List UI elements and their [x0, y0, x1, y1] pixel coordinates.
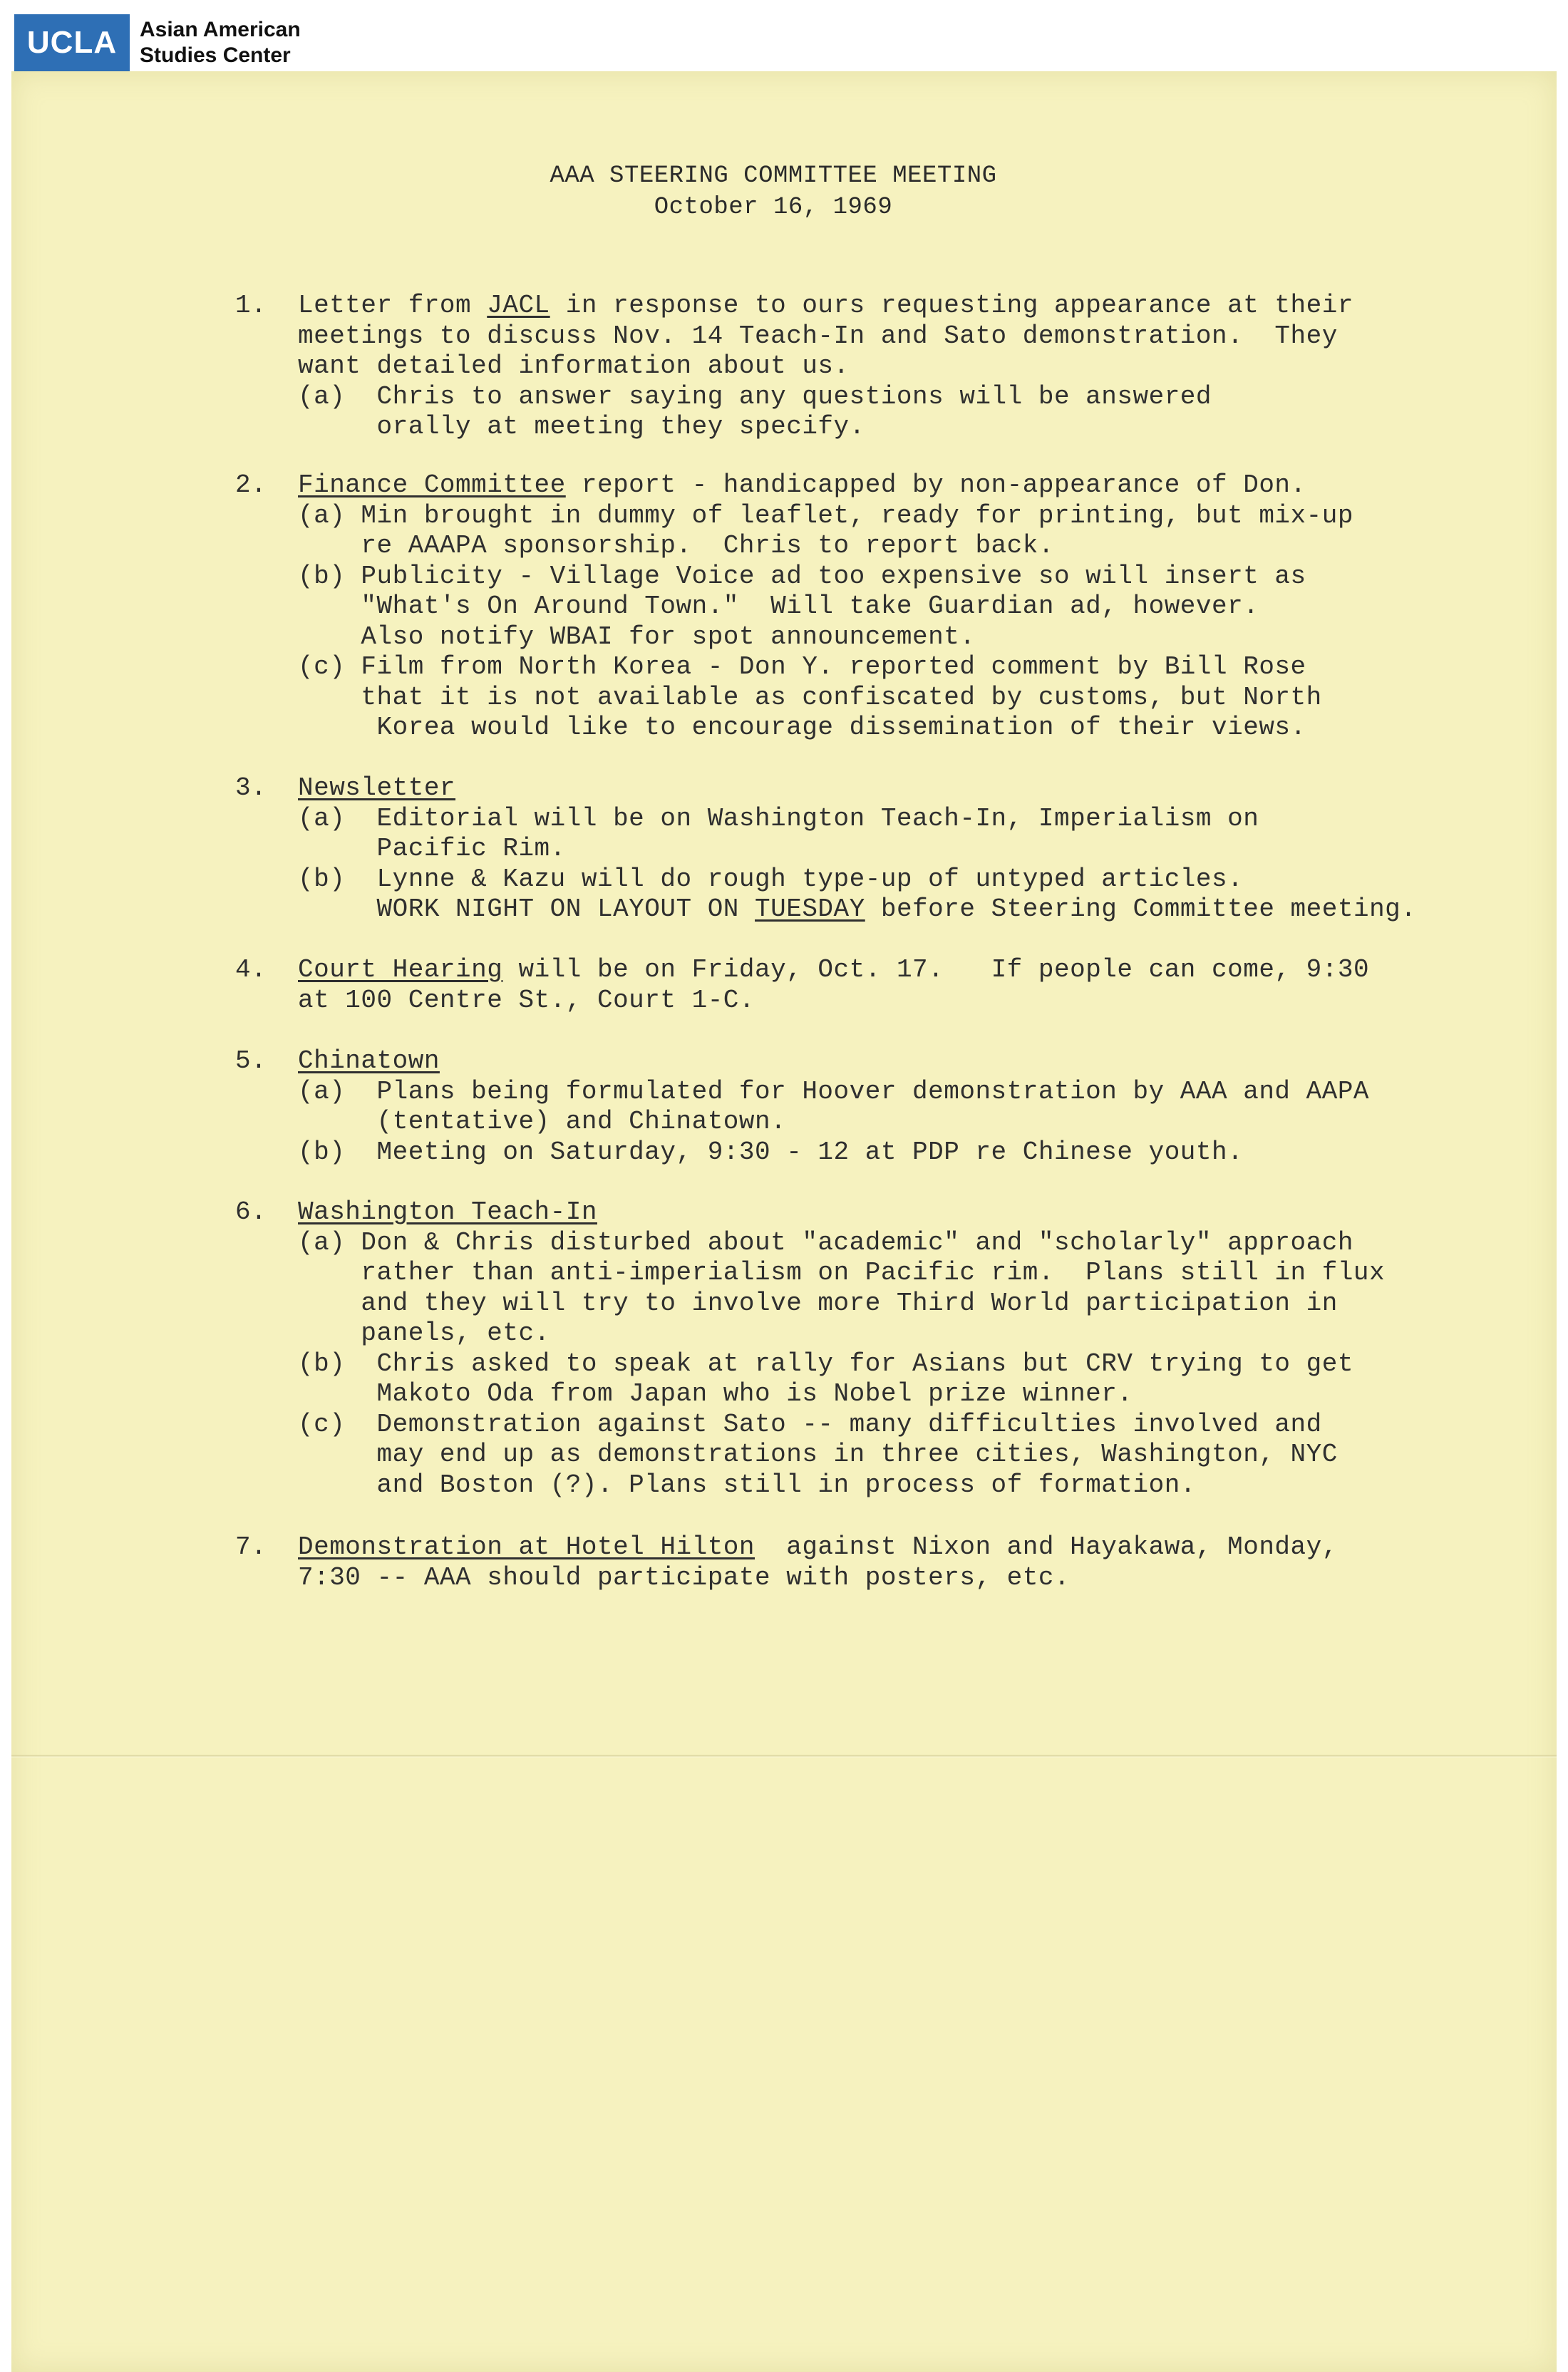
item-number: 3.	[235, 773, 267, 803]
item-line: and they will try to involve more Third World participation in	[298, 1288, 1338, 1318]
center-name-line2: Studies Center	[140, 43, 291, 67]
item-line: Pacific Rim.	[298, 834, 566, 863]
item-line: orally at meeting they specify.	[298, 412, 865, 441]
center-name-line1: Asian American	[140, 18, 301, 41]
item-number: 6.	[235, 1197, 267, 1227]
item-line: want detailed information about us.	[298, 351, 850, 381]
item-line: (c) Demonstration against Sato -- many difficulties involved and	[298, 1409, 1322, 1439]
item-line: re AAAPA sponsorship. Chris to report back.	[298, 531, 1054, 560]
item-line: (a) Editorial will be on Washington Teach-In, Imperialism on	[298, 803, 1259, 833]
item-line: (tentative) and Chinatown.	[298, 1107, 787, 1136]
item-line: "What's On Around Town." Will take Guardian ad, however.	[298, 592, 1259, 621]
item-line: (a) Plans being formulated for Hoover demonstration by AAA and AAPA	[298, 1076, 1370, 1106]
item-line: Demonstration at Hotel Hilton against Nixon and Hayakawa, Monday,	[298, 1532, 1338, 1562]
item-line: (a) Don & Chris disturbed about "academic" and "scholarly" approach	[298, 1227, 1353, 1257]
item-number: 5.	[235, 1046, 267, 1076]
item-line: (a) Min brought in dummy of leaflet, ready for printing, but mix-up	[298, 500, 1353, 530]
item-line: at 100 Centre St., Court 1-C.	[298, 985, 755, 1015]
item-line: meetings to discuss Nov. 14 Teach-In and Sato demonstration. They	[298, 321, 1338, 351]
document-title: AAA STEERING COMMITTEE MEETING	[550, 163, 997, 190]
item-line: (a) Chris to answer saying any questions will be answered	[298, 381, 1212, 411]
item-line: Also notify WBAI for spot announcement.	[298, 622, 976, 651]
item-line: Newsletter	[298, 773, 456, 803]
item-line: that it is not available as confiscated by customs, but North	[298, 682, 1322, 712]
item-line: (b) Chris asked to speak at rally for Asians but CRV trying to get	[298, 1349, 1353, 1378]
item-line: Washington Teach-In	[298, 1197, 597, 1227]
document-date: October 16, 1969	[654, 194, 893, 221]
item-line: Finance Committee report - handicapped by non-appearance of Don.	[298, 470, 1306, 500]
item-number: 1.	[235, 291, 267, 320]
item-line: and Boston (?). Plans still in process of formation.	[298, 1470, 1196, 1500]
item-line: Makoto Oda from Japan who is Nobel prize winner.	[298, 1379, 1133, 1408]
item-line: Chinatown	[298, 1046, 440, 1076]
item-line: Letter from JACL in response to ours requesting appearance at their	[298, 291, 1353, 320]
item-line: rather than anti-imperialism on Pacific rim. Plans still in flux	[298, 1258, 1386, 1287]
item-number: 7.	[235, 1532, 267, 1562]
item-line: (b) Publicity - Village Voice ad too expensive so will insert as	[298, 561, 1306, 591]
item-line: WORK NIGHT ON LAYOUT ON TUESDAY before Steering Committee meeting.	[298, 894, 1417, 924]
item-line: 7:30 -- AAA should participate with posters, etc.	[298, 1562, 1071, 1592]
ucla-logo-box: UCLA	[14, 14, 130, 71]
item-line: Korea would like to encourage dissemination of their views.	[298, 713, 1306, 742]
item-line: Court Hearing will be on Friday, Oct. 17. If people can come, 9:30	[298, 955, 1370, 984]
item-line: (c) Film from North Korea - Don Y. reported comment by Bill Rose	[298, 652, 1306, 681]
item-line: (b) Lynne & Kazu will do rough type-up of untyped articles.	[298, 864, 1244, 894]
item-line: (b) Meeting on Saturday, 9:30 - 12 at PDP re Chinese youth.	[298, 1137, 1244, 1167]
item-number: 2.	[235, 470, 267, 500]
item-line: panels, etc.	[298, 1319, 550, 1348]
item-number: 4.	[235, 955, 267, 984]
item-line: may end up as demonstrations in three cities, Washington, NYC	[298, 1440, 1338, 1469]
